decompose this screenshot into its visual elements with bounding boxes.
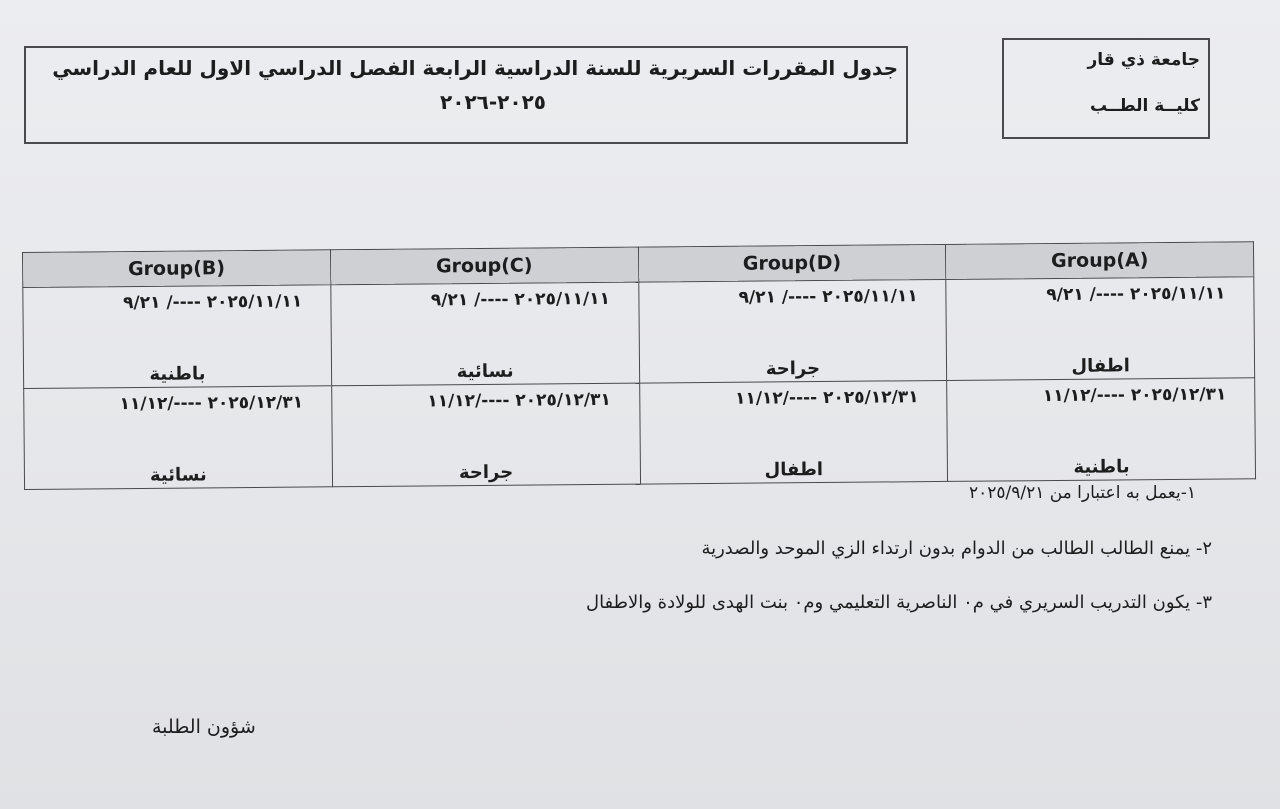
department: نسائية	[456, 360, 514, 383]
date-range: ٢٠٢٥/١١/١١ ----/ ٩/٢١	[738, 286, 918, 308]
date-range: ٢٠٢٥/١١/١١ ----/ ٩/٢١	[1046, 283, 1226, 306]
department: نسائية	[149, 464, 207, 486]
department: جراحة	[458, 461, 514, 484]
table-cell	[946, 277, 1255, 381]
note-training-location: ٣- يكون التدريب السريري في م٠ الناصرية التعليمي وم٠ بنت الهدى للولادة والاطفال	[585, 592, 1212, 613]
date-range: ٢٠٢٥/١٢/٣١ ----/١١/١٢	[427, 389, 611, 412]
university-box	[1002, 38, 1210, 139]
group-c-header: Group(C)	[330, 247, 638, 285]
student-affairs-signature: شؤون الطلبة	[152, 716, 256, 738]
table-row	[24, 378, 1256, 490]
table-cell	[24, 386, 333, 490]
department: جراحة	[765, 358, 821, 380]
note-effective-date: ١-يعمل به اعتبارا من ٢٠٢٥/٩/٢١	[968, 483, 1196, 503]
date-range: ٢٠٢٥/١٢/٣١ ----/١١/١٢	[734, 387, 919, 409]
group-d-header: Group(D)	[638, 244, 946, 282]
group-b-header: Group(B)	[23, 250, 331, 288]
department: باطنية	[1073, 456, 1130, 478]
date-range: ٢٠٢٥/١١/١١ ----/ ٩/٢١	[123, 291, 303, 314]
table-cell	[638, 279, 947, 383]
note-uniform: ٢- يمنع الطالب الطالب من الدوام بدون ارتداء الزي الموحد والصدرية	[701, 538, 1212, 559]
group-a-header: Group(A)	[946, 242, 1254, 280]
table-row	[23, 277, 1255, 389]
date-range: ٢٠٢٥/١٢/٣١ ----/١١/١٢	[119, 392, 304, 415]
college-name: كليــة الطــب	[1089, 96, 1200, 116]
date-range: ٢٠٢٥/١٢/٣١ ----/١١/١٢	[1042, 384, 1227, 407]
page-title: جدول المقررات السريرية للسنة الدراسية الرابعة الفصل الدراسي الاول للعام الدراسي	[52, 56, 898, 80]
schedule-table	[22, 241, 1256, 490]
title-box	[24, 46, 908, 144]
table-cell	[331, 282, 640, 386]
university-name: جامعة ذي قار	[1087, 50, 1200, 70]
department: اطفال	[1071, 355, 1130, 377]
date-range: ٢٠٢٥/١١/١١ ----/ ٩/٢١	[430, 288, 611, 311]
department: اطفال	[764, 459, 824, 481]
table-cell	[947, 378, 1256, 482]
department: باطنية	[149, 363, 206, 385]
academic-year: ٢٠٢٥-٢٠٢٦	[440, 90, 546, 114]
table-cell	[23, 285, 332, 389]
table-cell	[331, 383, 640, 487]
table-cell	[639, 380, 948, 484]
